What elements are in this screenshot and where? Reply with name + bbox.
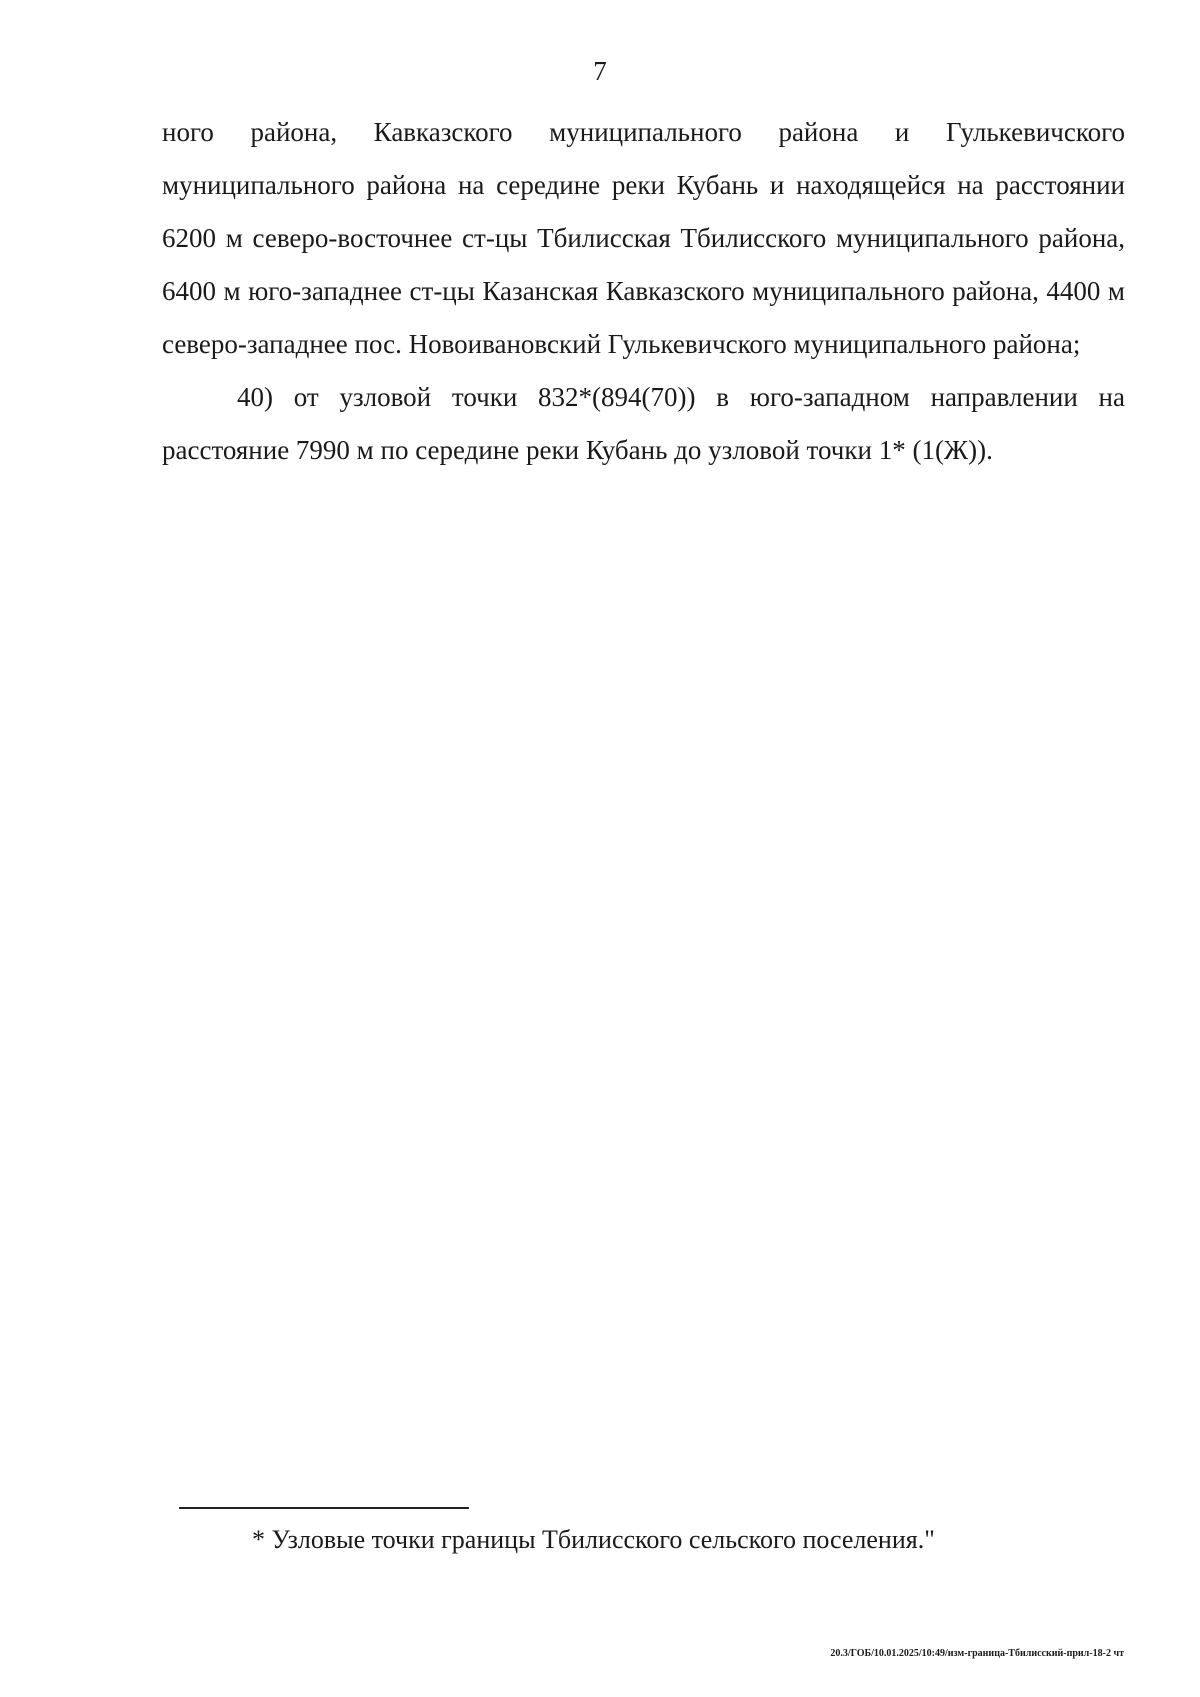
footnote: * Узловые точки границы Тбилисского сельского поселения.": [252, 1525, 935, 1554]
page-number: 7: [593, 56, 607, 86]
paragraph-continuation: ного района, Кавказского муниципального района и Гулькевичского муниципального района на середине реки Кубань и находящейся на расстоянии 6200 м северо-восточнее ст-цы Тбилисская Тбилисского муниципального района, 6400 м юго-западнее ст-цы Казанская Кавказского муниципального района, 4400 м северо-западнее пос. Новоивановский Гулькевичского муниципального района;: [162, 117, 1125, 359]
footnote-divider: [179, 1507, 469, 1509]
document-body: [162, 106, 1125, 477]
document-stamp: 20.3/ГОБ/10.01.2025/10:49/изм-граница-Тбилисский-прил-18-2 чт: [830, 1648, 1124, 1659]
paragraph-item-40: 40) от узловой точки 832*(894(70)) в юго-западном направлении на расстояние 7990 м по середине реки Кубань до узловой точки 1* (1(Ж)).: [162, 382, 1125, 465]
